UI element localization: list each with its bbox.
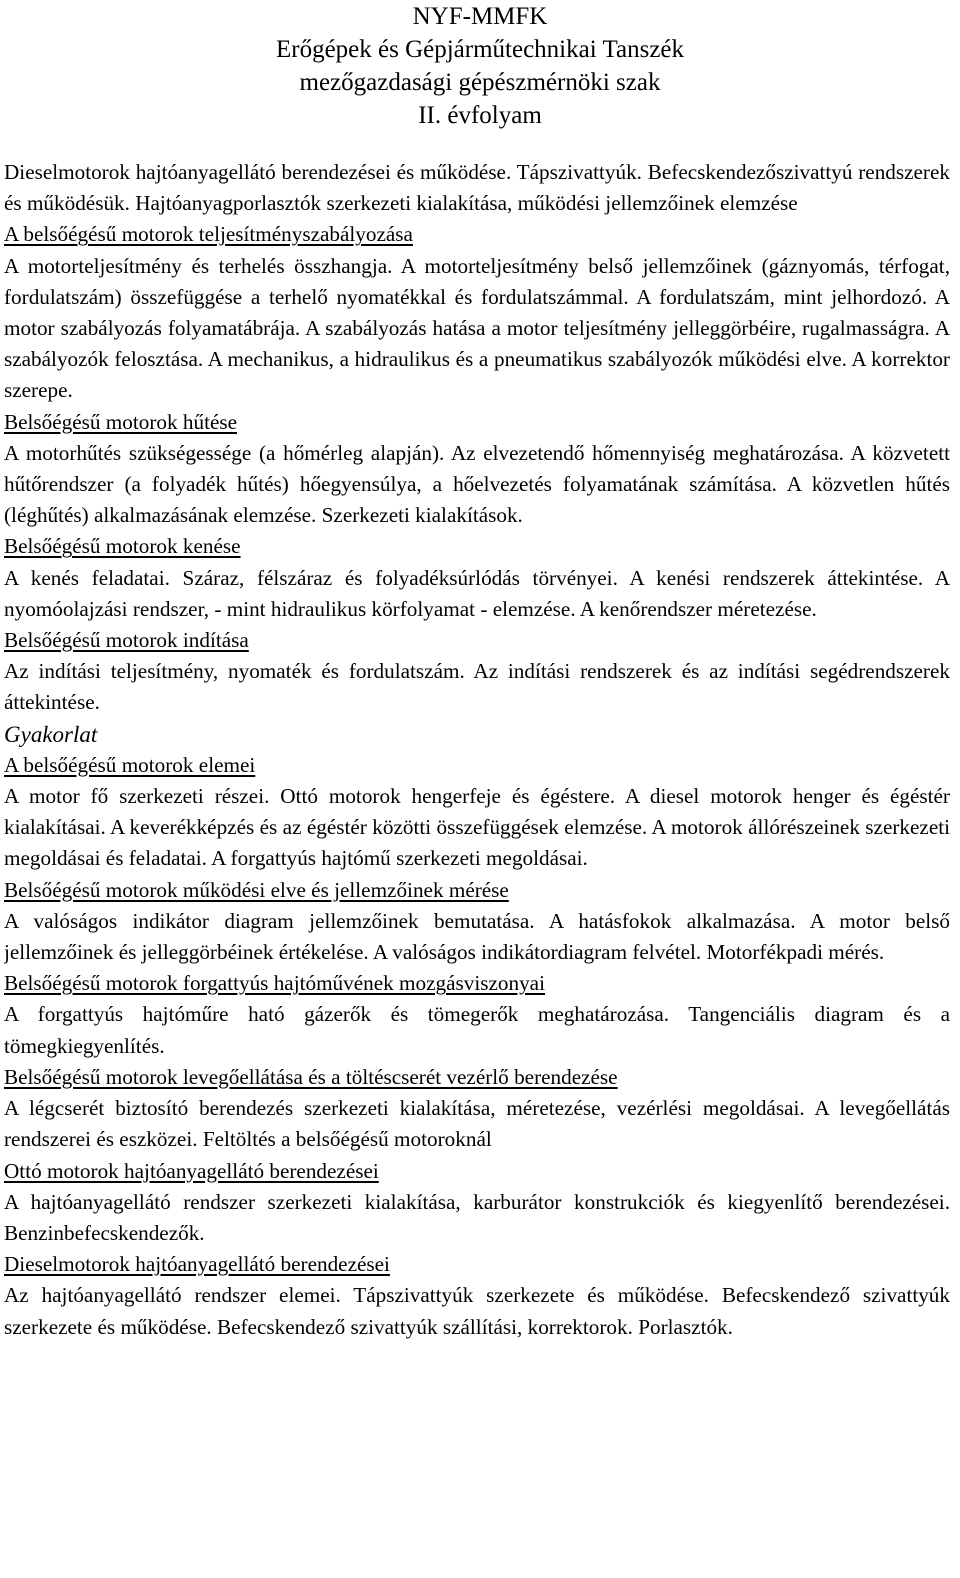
header-program: mezőgazdasági gépészmérnöki szak: [299, 69, 661, 96]
section-text-crank-mechanism: A forgattyús hajtóműre ható gázerők és tömegerők meghatározása. Tangenciális diagram és a tömegkiegyenlítés.: [4, 1002, 950, 1058]
section-text-lubrication: A kenés feladatai. Száraz, félszáraz és folyadéksúrlódás törvényei. A kenési rendszerek áttekintése. A nyomóolajzási rendszer, - mint hidraulikus körfolyamat - elemzése. A kenőrendszer méretezése.: [4, 565, 950, 621]
section-heading-operating-principle: Belsőégésű motorok működési elve és jellemzőinek mérése: [4, 877, 509, 902]
section-text-operating-principle: A valóságos indikátor diagram jellemzőinek bemutatása. A hatásfokok alkalmazása. A motor belső jellemzőinek és jelleggörbéinek értékelése. A valóságos indikátordiagram felvétel. Motorfékpadi mérés.: [4, 908, 950, 965]
section-heading-air-supply: Belsőégésű motorok levegőellátása és a töltéscserét vezérlő berendezése: [4, 1064, 618, 1089]
section-heading-crank-mechanism: Belsőégésű motorok forgattyús hajtóművének mozgásviszonyai: [4, 971, 545, 996]
section-text-cooling: A motorhűtés szükségessége (a hőmérleg alapján). Az elvezetendő hőmennyiség meghatározása. A közvetett hűtőrendszer (a folyadék hűtés) hőegyensúlya, a hőelvezetés folyamatának számítása. A közvetlen hűtés (léghűtés) alkalmazásának elemzése. Szerkezeti kialakítások.: [4, 440, 950, 528]
section-heading-lubrication: Belsőégésű motorok kenése: [4, 534, 241, 559]
practice-heading: Gyakorlat: [4, 721, 98, 747]
section-text-power-regulation: A motorteljesítmény és terhelés összhangja. A motorteljesítmény belső jellemzőinek (gáznyomás, térfogat, fordulatszám) összefüggése a terhelő nyomatékkal és fordulatszámmal. A fordulatszám, mint jelhordozó. A motor szabályozás folyamatábrája. A szabályozás hatása a motor teljesítmény jelleggörbéire, rugalmasságra. A szabályozók felosztása. A mechanikus, a hidraulikus és a pneumatikus szabályozók működési elve. A korrektor szerepe.: [4, 253, 950, 403]
section-text-air-supply: A légcserét biztosító berendezés szerkezeti kialakítása, méretezése, vezérlési megoldásai. A levegőellátás rendszerei és eszközei. Feltöltés a belsőégésű motoroknál: [4, 1096, 950, 1152]
section-text-engine-elements: A motor fő szerkezeti részei. Ottó motorok hengerfeje és égéstere. A diesel motorok henger és égéstér kialakításai. A keverékképzés és az égéstér közötti összefüggések elemzése. A motorok állórészeinek szerkezeti megoldásai és feladatai. A forgattyús hajtómű szerkezeti megoldásai.: [4, 784, 950, 871]
document-body: [4, 157, 950, 1343]
section-heading-otto-fuel-system: Ottó motorok hajtóanyagellátó berendezései: [4, 1158, 379, 1183]
section-heading-cooling: Belsőégésű motorok hűtése: [4, 409, 238, 434]
header-year: II. évfolyam: [418, 102, 542, 129]
header-institution: NYF-MMFK: [412, 3, 548, 30]
section-heading-engine-elements: A belsőégésű motorok elemei: [4, 752, 256, 777]
header-department: Erőgépek és Gépjárműtechnikai Tanszék: [275, 36, 685, 63]
document-header: [10, 0, 950, 132]
section-text-starting: Az indítási teljesítmény, nyomaték és fordulatszám. Az indítási rendszerek és az indítási segédrendszerek áttekintése.: [4, 659, 950, 715]
section-text-otto-fuel-system: A hajtóanyagellátó rendszer szerkezeti kialakítása, karburátor konstrukciók és kiegyenlítő berendezései. Benzinbefecskendezők.: [4, 1189, 950, 1245]
section-text-diesel-fuel-system: Az hajtóanyagellátó rendszer elemei. Tápszivattyúk szerkezete és működése. Befecskendező szivattyúk szerkezete és működése. Befecskendező szivattyúk szállítási, korrektorok. Porlasztók.: [4, 1283, 950, 1339]
document-page: [4, 0, 950, 1578]
section-heading-starting: Belsőégésű motorok indítása: [4, 628, 249, 653]
section-heading-diesel-fuel-system: Dieselmotorok hajtóanyagellátó berendezései: [4, 1252, 390, 1277]
intro-paragraph: Dieselmotorok hajtóanyagellátó berendezései és működése. Tápszivattyúk. Befecskendezőszivattyú rendszerek és működésük. Hajtóanyagporlasztók szerkezeti kialakítása, működési jellemzőinek elemzése: [4, 160, 950, 216]
section-heading-power-regulation: A belsőégésű motorok teljesítményszabályozása: [4, 222, 413, 247]
